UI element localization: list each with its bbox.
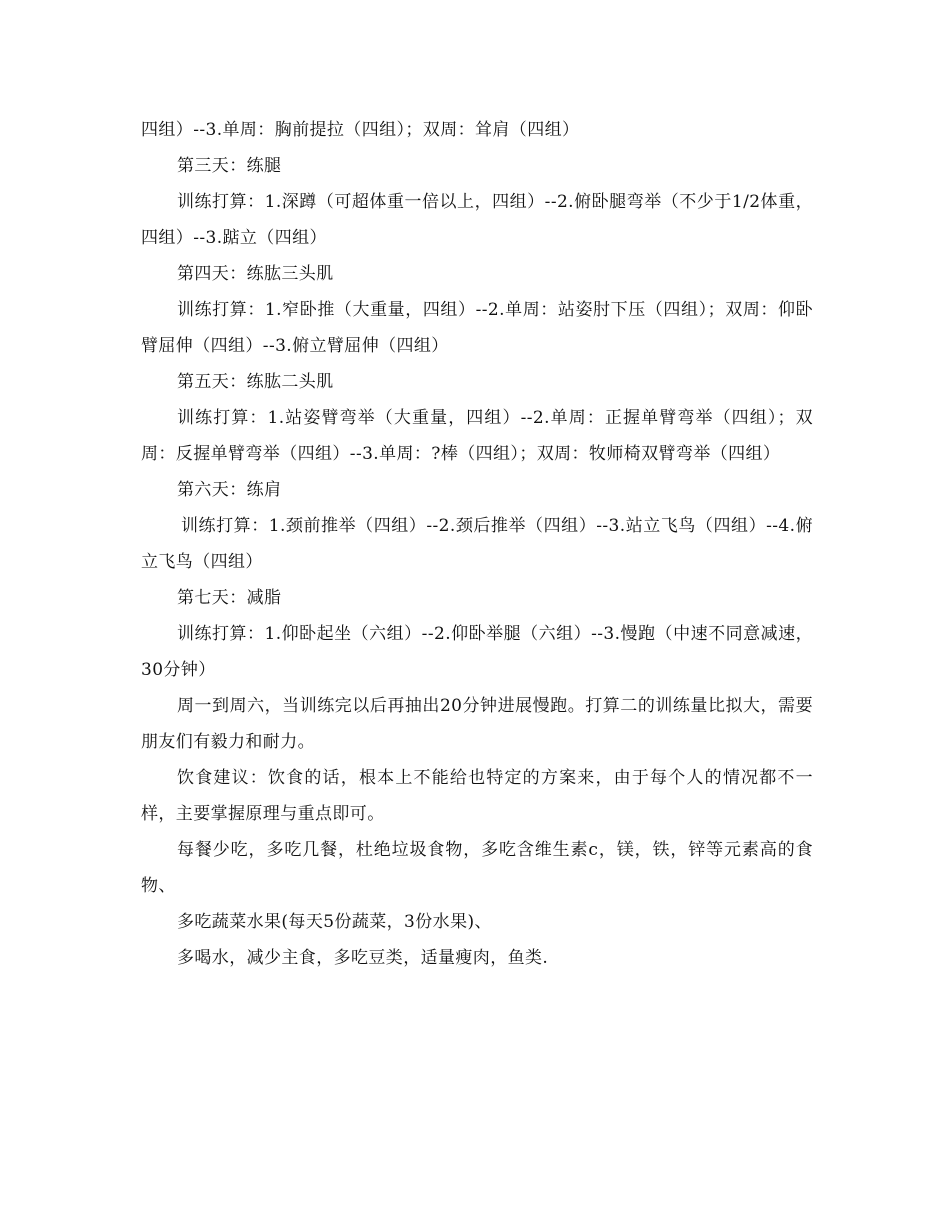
paragraph: 饮食建议：饮食的话，根本上不能给也特定的方案来，由于每个人的情况都不一样，主要掌握原理与重点即可。 — [141, 768, 813, 824]
paragraph: 多喝水，减少主食，多吃豆类，适量瘦肉，鱼类. — [177, 948, 549, 968]
paragraph: 训练打算：1.仰卧起坐（六组）--2.仰卧举腿（六组）--3.慢跑（中速不同意减速，30分钟） — [141, 624, 813, 680]
paragraph: 周一到周六，当训练完以后再抽出20分钟进展慢跑。打算二的训练量比拟大，需要朋友们有毅力和耐力。 — [141, 696, 813, 752]
section-heading-day-7: 第七天：减脂 — [177, 588, 282, 608]
paragraph: 训练打算：1.站姿臂弯举（大重量，四组）--2.单周：正握单臂弯举（四组）；双周：反握单臂弯举（四组）--3.单周：?棒（四组）；双周：牧师椅双臂弯举（四组） — [141, 408, 813, 464]
paragraph: 每餐少吃，多吃几餐，杜绝垃圾食物，多吃含维生素c，镁，铁，锌等元素高的食物、 — [141, 840, 813, 896]
section-heading-day-4: 第四天：练肱三头肌 — [177, 264, 334, 284]
document-body — [141, 112, 813, 976]
paragraph: 训练打算：1.窄卧推（大重量，四组）--2.单周：站姿肘下压（四组）；双周：仰卧臂屈伸（四组）--3.俯立臂屈伸（四组） — [141, 300, 813, 356]
section-heading-day-5: 第五天：练肱二头肌 — [177, 372, 334, 392]
paragraph: 多吃蔬菜水果(每天5份蔬菜，3份水果)、 — [177, 912, 492, 932]
paragraph: 四组）--3.单周：胸前提拉（四组）；双周：耸肩（四组） — [141, 120, 580, 140]
paragraph: 训练打算：1.深蹲（可超体重一倍以上，四组）--2.俯卧腿弯举（不少于1/2体重，四组）--3.踮立（四组） — [141, 192, 813, 248]
section-heading-day-6: 第六天：练肩 — [177, 480, 282, 500]
section-heading-day-3: 第三天：练腿 — [177, 156, 282, 176]
paragraph: 训练打算：1.颈前推举（四组）--2.颈后推举（四组）--3.站立飞鸟（四组）--4.俯立飞鸟（四组） — [141, 516, 813, 572]
